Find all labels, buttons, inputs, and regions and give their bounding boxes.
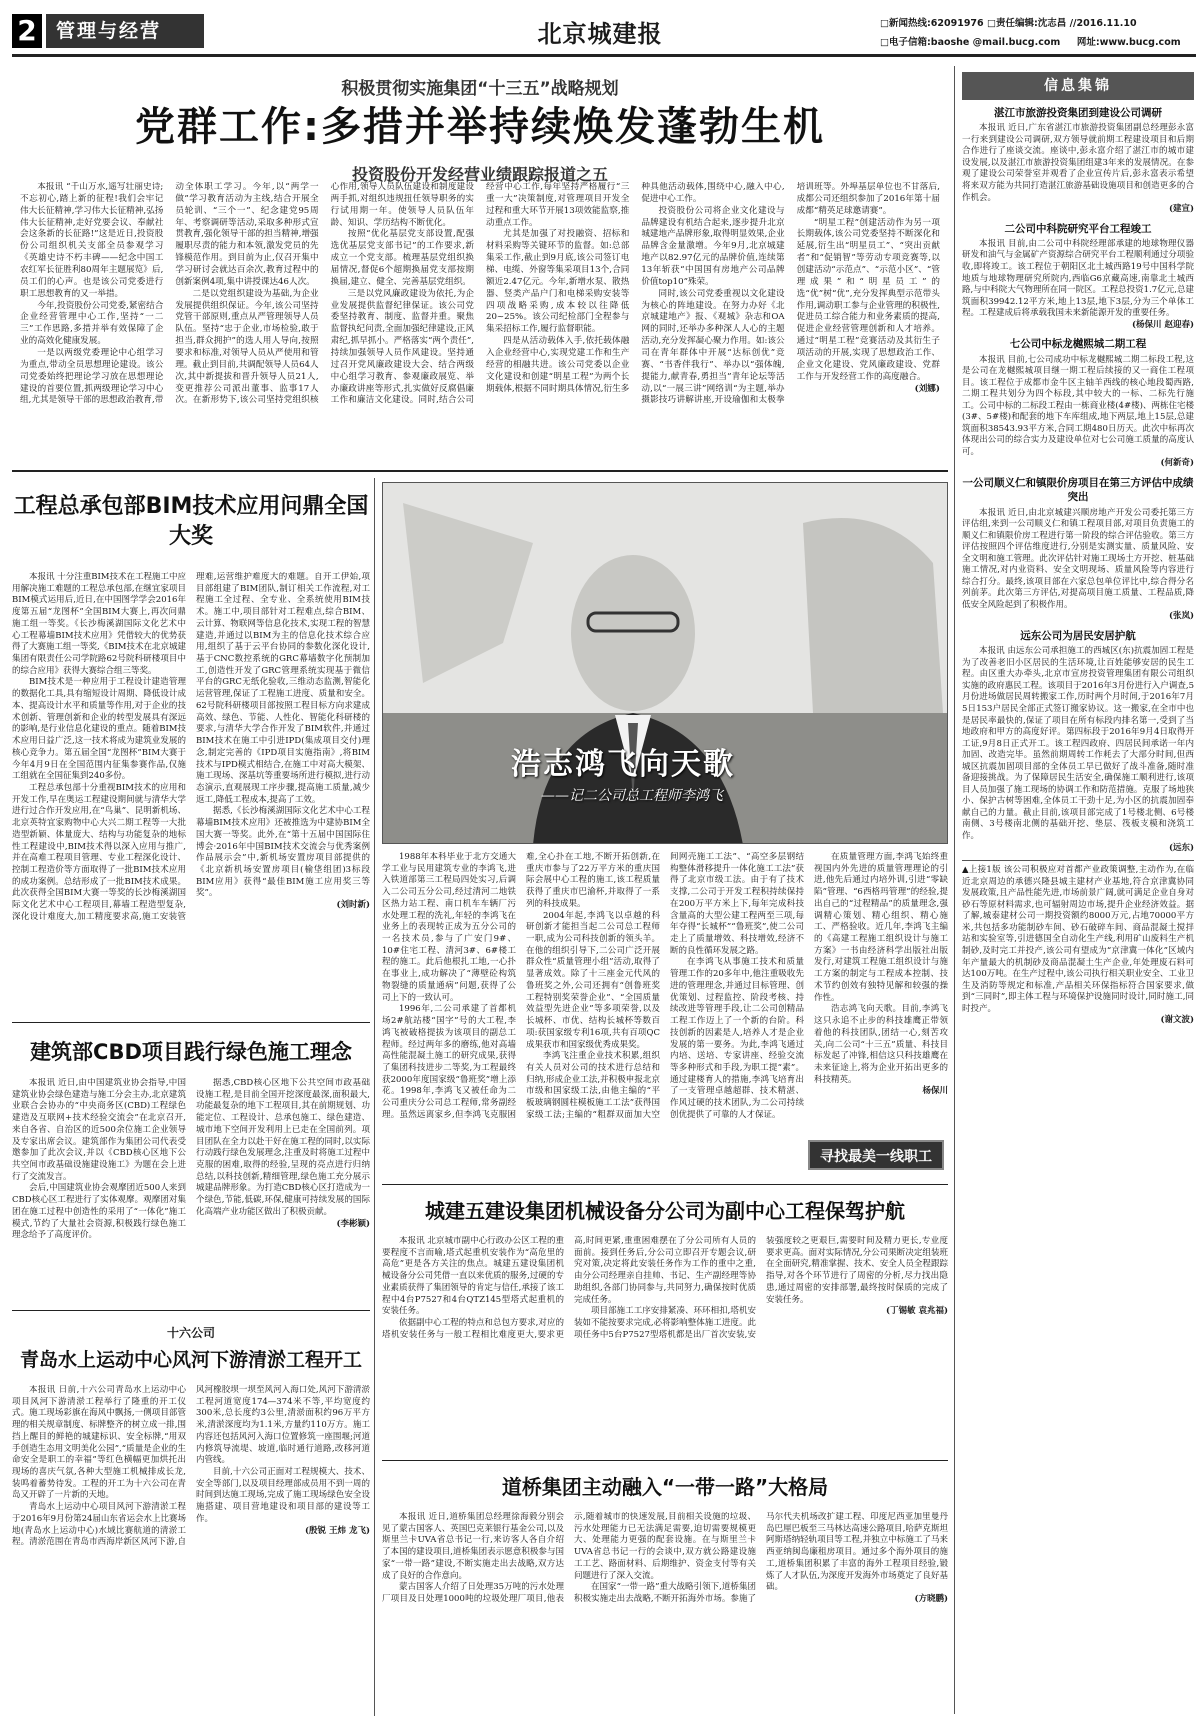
info-item-byline: (远东) [1168,842,1194,853]
feature-paragraph: 2004年起,李鸿飞以卓越的科研创新才能担当起二公司总工程师一职,成为公司科技创新的领头羊。在他的组织引导下,二公司广泛开展群众性“质量管理小组”活动,取得了显著成效。除了十三座金元代风的鲁班奖之外,公司还拥有“创鲁班奖工程特别奖荣誉企业”、“全国质量效益型先进企业”等多项荣誉,以及长城杯、市优、结构长城杯等数百项:获国家级专利16项,共有百项QC成果获市和国家级优秀成果奖。 [526,910,660,1050]
bim-paragraph: 本报讯 十分注重BIM技术在工程施工中应用解决施工难题的工程总承包部,在继宜家项目BIM模式运用后,近日,在中国图学学会2016年度第五届“龙图杯”全国BIM大赛上,再次问鼎施工组一等奖。《长沙梅溪湖国际文化艺术中心工程幕墙BIM技术应用》凭借较大的优势获得了大赛施工组一等奖,《BIM技术在北京城建集团有限责任公司学院路62号院科研楼项目中的综合应用》获得大赛综合组三等奖。 [12,572,187,676]
feature-paragraph: 在质量管理方面,李鸿飞始终重视国内外先进的质量管理理论的引进,他先后通过内培外训,引进“零缺陷”管理、“6西格玛管理”的经验,提出自己的“过程精品”的质量理念,强调精心策划、精心组织、精心施工、严格验收。近几年,李鸿飞主编的《高建工程施工组织设计与施工方案》一书由经济科学出版社出版发行,对建筑工程施工组织设计与施工方案的制定与工程成本控制、技术节约创效有独特见解和较强的操作性。 [814,852,948,1003]
bim-bottom-rule [12,1022,370,1023]
info-column-divider [954,66,955,1714]
info-item [962,629,1194,854]
bim-byline: (刘时新) [336,900,370,911]
info-item-text: 本报讯 目前,由二公司中科院经理部承建的地球物理仪器研发和油气与金属矿产资源综合研究平台工程顺利通过分项验收,即将竣工。该工程位于朝阳区北土城西路19号中国科学院地质与地球物理研究所院内,西临G6京藏高速,南靠北土城西路,与中科院大气物理所在同一院区。工程总投资1.7亿元,总建筑面积39942.12平方米,地上13层,地下3层,分为三个单体工程。工程建成后将承载我国未来新能源开发的重要任务。 [962,238,1194,319]
machinery-paragraph: 依据副中心工程的特点和总包方要求,对应的塔机安装任务与一般工程相比难度更大,要求更高,时间更紧,重重困难摆在了分公司所有人员的面前。接到任务后,分公司立即召开专题会议,研究对策,决定将此安装任务作为工作的重中之重,由分公司经理亲自挂帅、书记、生产副经理等协助组织,各部门协同参与,共同努力,确保按时优质完成任务。 [382,1236,756,1340]
info-item-text: 本报讯 近日,由北京城建兴顺房地产开发公司委托第三方评估组,来到一公司顺义仁和镇工程项目部,对项目负责施工的顺义仁和镇限价房工程进行第一阶段的综合评估验收。第三方评估按照四个评估维度进行,分别是实测实量、质量风险、安全文明和施工管理。此次评估针对施工现场土方开挖、桩基础施工情况,对内业资料、安全文明现场、质量风险等内容进行综合打分。最终,该项目部在六家总包单位评比中,综合得分名列前茅。此次第三方评估,对提高项目施工质量、工程品质,降低安全风险起到了积极作用。 [962,507,1194,610]
info-item-byline: (谢文波) [1160,1015,1194,1026]
road-story [382,1462,948,1716]
bim-paragraph: 工程总承包部十分重视BIM技术的应用和开发工作,早在奥运工程建设期间就与清华大学进行过合作开发应用,在“鸟巢”、昆明新机场、北京英特宜家购物中心大兴二期工程等一大批造型新颖、体量庞大、结构与功能复杂的地标性工程建设中,BIM技术得以深入应用与推广,并在高难工程项目管理、专业工程深化设计、控制工程造价等方面取得了一批BIM技术应用的成功案例。总结形成了一批BIM技术成果。此次获得全国BIM大赛一等奖的长沙梅溪湖国际文化艺术中心工程项目,幕墙工程造型复杂,深化设计难度大,加工精度要求高,施工安装管理难,运营维护难度大的难题。自开工伊始,项目部组建了BIM团队,制订相关工作流程,对工程施工全过程、全专业、全系统使用BIM技术。施工中,项目部针对工程难点,综合BIM、云计算、物联网等信息化技术,实现工程的智慧建造,并通过以BIM为主的信息化技术综合应用,组织了基于云平台协同的参数化深化设计,基于CNC数控系统的GRC幕墙数字化预制加工,创造性开发了GRC管理系统实现基于微信平台的GRC无纸化验收,三维动态监测,智能化运营管理,保证了工程施工进度、质量和安全。62号院科研楼项目部按照工程目标方向求建成高效、绿色、节能、人性化、智能化科研楼的要求,与清华大学合作开发了BIM软件,并通过BIM技术在施工中引进IPD(集成项目交付)理念,制定完善的《IPD项目实施指南》,将BIM技术与IPD模式相结合,在施工中对高大模架、施工现场、深基坑等重要场所进行模拟,进行动态演示,直观展现工序步骤,提高施工质量,减少返工,降低工程成本,提高了工效。 [12,572,370,922]
cbd-paragraph: 据悉,CBD核心区地下公共空间市政基础设施工程,是目前全国开挖深度最深,面积最大,功能最复杂的地下工程项目,其在前期规划、功能定位、工程设计、总承包施工、绿色建造、城市地下空间开发利用上已走在全国前列。项目团队在全力以赴干好在施工程的同时,以实际行动践行绿色发展理念,注重及时将施工过程中克服的困难,取得的经验,呈现的亮点进行归纳总结,以科技创新,精细管理,绿色施工充分展示城建品牌形象。为打造CBD核心区打造成为一个绿色,节能,低碳,环保,健康可持续发展的国际化高端产业功能区做出了积极贡献。 [196,1078,370,1217]
news-hotline: □新闻热线:62091976 [880,18,984,29]
info-item-text: 本报讯 近日,广东省湛江市旅游投资集团副总经理彭永富一行来到建设公司调研,双方领导就前期工程建设项目和后期合作进行了座谈交流。座谈中,彭永富介绍了湛江市的城市建设发展,以及湛江市旅游投资集团组建3年来的发展情况。在参观了建设公司荣誉室并观看了企业宣传片后,彭永富表示希望将来双方能为共同打造湛江旅游基础设施项目和创造更多的合作机会。 [962,123,1194,203]
left-column-divider [374,478,375,1716]
info-item-text: ▲上接1版 该公司积极应对首都产业政策调整,主动作为,在临近北京周边的承德兴隆县城主建材产业基地,符合京津冀协同发展政策,且产品性能先进,市场前景广阔,就可满足企业自身对砂石等原材料需求,也可辐射周边市场,提升企业经济效益。据了解,城泰建材公司一期投资额约8000万元,占地70000平方米,共包括多功能制砂车间、砂石破碎车间、商品混凝土搅拌站和实验室等,引进德国全自动化生产线,利用矿山废料生产机制砂,及时完工并投产,该公司有望成为“京津冀一体化”区域内年产量最大的机制砂及商品混凝土生产企业,年处理废石料可达100万吨。在生产过程中,该公司执行相关职业安全、工业卫生及消防等规定和标准,产品相关环保指标符合国家要求,做到“三同时”,即主体工程与环境保护设施同时设计,同时施工,同时投产。 [962,865,1194,1014]
info-item-text: 本报讯 由远东公司承担施工的西城区(东)抗震加固工程是为了改善老旧小区居民的生活环境,让百姓能够安居的民生工程。由区重大办牵头,北京市宣房投资管理集团有限公司组织实施的政府惠民工程。该项目于2016年3月份进行入户调查,5月份进场做居民周转搬家工作,历时两个月时间,于2016年7月5日153户居民全部正式签订搬家协议。这一搬家,在全市中也是居民率最快的,保证了项目在所有标段内排名第一,受到了当地政府和甲方的高度好评。第四标段于2016年9月4日取得开工证,9月8日正式开工。该工程四政府、四居民间承诺一年内加固、改造完毕。虽然前期周转工作耗去了大部分时间,但西城区抗震加固项目部的全体员工早已做好了战斗准备,随时准备迎接挑战。为了保障居民生活安全,确保施工顺利进行,该项目人员加强了施工现场的协调工作和防范措施。克服了场地狭小、保护古树等困难,全体员工干劲十足,为小区的抗震加固奉献自己的力量。截止目前,该项目部完成了1号楼北侧、6号楼南侧、3号楼南北侧的基础开挖、垫层、筏板支模和浇筑工作。 [962,646,1194,842]
feature-bottom-rule [382,1184,948,1185]
info-item-title: 远东公司为居民安居护航 [1020,630,1136,643]
info-item-title: 湛江市旅游投资集团到建设公司调研 [994,107,1162,119]
lead-bottom-rule [12,470,948,472]
feature-body [382,852,948,1178]
machinery-paragraph: 项目部施工工序安排紧凑、环环相扣,塔机安装如不能按要求完成,必将影响整体施工进度。此项任务中5台P7527型塔机都是出厂首次安装,安装强度较之更艰巨,需要时间及精力更长,专业度要求更高。面对实际情况,分公司果断决定组装班在全面研究,精准掌握、技术、安全人员全程跟踪指导,对各个环节进行了周密的分析,尽力找出隐患,通过周密的安排部署,最终按时保质的完成了安装任务。 [574,1236,948,1340]
qingdao-paragraph: 本报讯 日前,十六公司青岛水上运动中心项目风河下游清淤工程举行了隆重的开工仪式。施工现场彩旗在海风中飘扬,一侧项目部管理的相关规章制度、标牌整齐的树立成一排,围挡上醒目的鲜艳的城建标识、安全标牌,“用双手创造生态用文明美化公园”,“质量是企业的生命安全是职工的幸福”等红色横幅更加烘托出现场的喜庆气氛,各种大型施工机械排成长龙,装鸣着蓄势待发。工程的开工为十六公司在青岛又开辟了一片新的天地。 [12,1385,186,1501]
info-item-byline: (杨保川 赵迎春) [1131,319,1194,330]
road-paragraph: 在国家“一带一路”重大战略引领下,道桥集团积极实施走出去战略,不断开拓海外市场。参施了马尔代夫机场改扩建工程、印度尼西亚加里曼丹岛巴厘巴板至三马林达高速公路项目,哈萨克斯坦阿斯塔纳轻轨项目等工程,并独立中标施工了马来西亚纳闽岛廉租房项目。通过多个海外项目的施工,道桥集团积累了丰富的海外工程项目经验,锻炼了人才队伍,为深度开发海外市场奠定了良好基础。 [574,1512,948,1605]
road-paragraph: 蒙古国客人介绍了日处理35万吨的污水处理厂项目及日处理1000吨的垃圾处理厂项目,他表示,随着城市的快速发展,目前相关设施的垃圾、污水处理能力已无法满足需要,迫切需要规模更大、处理能力更强的配套设施。在与斯里兰卡UVA省总书记一行的会谈中,双方就公路建设施工工艺、路面材料、后期维护、资金支付等有关问题进行了深入交流。 [382,1512,756,1605]
cbd-body [12,1078,370,1298]
machinery-story [382,1186,948,1456]
info-item-byline: (何新奇) [1160,458,1194,469]
lead-paragraph: 投资股份公司将企业文化建设与品牌建设有机结合起来,逐步提升北京城建地产品牌形象,取得明显效果,企业品牌含金量激增。今年9月,北京城建地产以82.97亿元的品牌价值,连续第13年斩获“中国国有房地产公司品牌价值top10”殊荣。 [641,205,785,287]
feature-paragraph: 李鸿飞注重企业技术积累,组织有关人员对公司的技术进行总结和归纳,形成企业工法,并积极申报北京市级和国家级工法,由他主编的“平板玻璃钢圆柱模板施工工法”获得国家级工法;主编的“粗群双面加大空间网壳施工工法”、“高空多层钢结构整体滑移提升一体化施工工法”获得了北京市级工法。由于有了技术支撑,二公司于开发工程积持续保持在200万平方米上下,每年完成科技含量高的大型公建工程两至三项,每年夺得“长城杯”“鲁班奖”,使二公司走上了质量增效、科技增效,经济不断的良性循环发展之路。 [526,852,804,1120]
road-byline: (方晓鹏) [914,1594,948,1605]
bim-title: 工程总承包部BIM技术应用问鼎全国大奖 [13,494,369,549]
lead-paragraph: 本报讯 “千山万水,遥写壮丽史诗;不忘初心,踏上新的征程!我们会牢记伟大长征精神,学习伟大长征精神,弘扬伟大长征精神,走好党要会议、奉献社会这条新的长征路!”这是近日,投资股份公司组织机关支部全员参观学习《英雄史诗不朽丰碑——纪念中国工农红军长征胜利80周年主题展览》后,员工们的心声。也是该公司党委进行职工思想教育的又一举措。 [20,182,164,299]
road-body [382,1512,948,1708]
info-item-text: 本报讯 目前,七公司成功中标龙樾熙城二期二标段工程,这是公司在龙樾熙城项目继一期工程后续接的又一商住工程项目。该工程位于成都市金牛区主轴羊西线的核心地段蜀西路,二期工程共划分为四个标段,其中较大的一标、二标先行施工。公司中标的二标段工程由一栋商业楼(4#楼)、两栋住宅楼(3#、5#楼)和配套的地下车库组成,地下两层,地上15层,总建筑面积38543.93平方米,合同工期480日历天。此次中标再次体现出公司的综合实力及建设单位对七公司施工质量的高度认可。 [962,354,1194,457]
lead-paragraph: 三是以党风廉政建设为依托,为企业发展提供监督纪律保证。该公司党委坚持教育、制度、监督并重。聚焦监督执纪问责,全面加强纪律建设,正风肃纪,抓早抓小。严格落实“两个责任”,持续加强领导人员作风建设。坚持通过召开党风廉政建设大会、结合两级中心组学习教育、参观廉政展览、举办廉政讲座等形式,扎实做好反腐倡廉工作和廉洁文化建设。同时,结合公司经营中心工作,每年坚持严格履行“三重一大”决策制度,对管理项目开发全过程和重大环节开展13项效能监察,推动重点工作。 [330,182,630,406]
masthead-rule [12,54,1196,57]
lead-subtitle: 投资股份开发经营业绩跟踪报道之五 [351,165,608,184]
cbd-byline: (李彬颖) [336,1218,370,1229]
feature-paragraph: 在李鸿飞从事施工技术和质量管理工作的20多年中,他注重吸收先进的管理理念,并通过目标管理、创优策划、过程监控、阶段考核、持续改进等管理手段,让二公司创精品工程工作迈上了一个新的台阶。科技创新的因素是人,培养人才是企业发展的第一要务。为此,李鸿飞通过内培、送培、专家讲座、经验交流等多种形式和手段,为职工提“素”。通过建楼育人的措施,李鸿飞培育出了一支管理卓越超群、技术精湛、作风过硬的技术团队,为二公司持续创优提供了可靠的人才保证。 [670,957,804,1120]
photo-caption-sub: ——记二公司总工程师李鸿飞 [541,788,723,804]
info-items [962,106,1194,1027]
masthead-info [880,14,1196,52]
cbd-story [12,1026,370,1306]
info-item [962,337,1194,470]
email: □电子信箱:baoshe @mail.bucg.com [880,37,1061,48]
issue-date: //2016.11.10 [1069,18,1137,29]
info-item [962,106,1194,216]
qingdao-byline: (殷锐 王炜 龙飞) [305,1525,370,1536]
info-column-header: 信息集锦 [962,72,1194,100]
cbd-bottom-rule [12,1310,370,1311]
info-item [962,222,1194,332]
qingdao-paragraph: 目前,十六公司正面对工程规模大、技术、安全等部门,以及项目经理部成员用不到一周的时间到达施工现场,完成了施工现场绿色安全设施搭建、项目营地建设和项目部的建设等工作。 [196,1467,370,1524]
info-item [962,476,1194,623]
feature-badge: 寻找最美一线职工 [808,1140,944,1170]
road-title: 道桥集团主动融入“一带一路”大格局 [501,1475,829,1499]
lead-paragraph: 同时,该公司党委重视以文化建设为核心的阵地建设。在努力办好《北京城建地产》报、《观城》杂志和OA网的同时,还举办多种深人人心的主题活动,充分发挥凝心聚力作用。如:该公司在青年群体中开展“达标创优”竞赛、“书香伴我行”、举办以“强体魄,提能力,献青春,勇担当”青年论坛等活动,以“一展三讲”网络训“为主题,举办摄影技巧讲解讲座,开设瑜伽和太极拳培训班等。外埠基层单位也不甘落后,成都公司还组织参加了2016年第十届成都“精英足球邀请赛”。 [641,182,940,406]
bim-paragraph: 据悉,《长沙梅溪湖国际文化艺术中心工程幕墙BIM技术应用》还被推选为中建协BIM全国大赛一等奖。此外,在“第十五届中国国际住博会·2016年中国BIM技术交流会与优秀案例作品展示会”中,新机场安置房项目部提供的《北京新机场安置房项目(榆垡组团)3标段BIM应用》获得“最佳BIM施工应用奖三等奖”。 [196,806,370,899]
info-item-title: 七公司中标龙樾熙城二期工程 [1009,338,1147,351]
feature-paragraph: 1988年本科毕业于北方交通大学工业与民用建筑专业的李鸿飞,进入铁道部第三工程局四处实习,后调入二公司五分公司,经过清河二地铁区热力站工程、南口机车车辆厂污水处理工程的洗礼,年轻的李鸿飞在业务上的表现转正成为五分公司的一名技术员,参与了广安门9#、10#住宅工程、清河3#、6#楼工程的施工。此后他根扎工地,一心扑在事业上,成功解决了“薄壁砼构筑物裂缝的质量通病”问题,获得了公司上下的一致认可。 [382,852,516,1003]
lead-paragraph: 二是以党组织建设为基础,为企业发展提供组织保证。今年,该公司坚持党管干部原则,重点从严管理领导人员队伍。坚持“忠于企业,市场检验,敢于担当,群众拥护”的选人用人导向,按照要求和标准,对领导人员从严使用和管理。截止到目前,共调配领导人员64人次,其中新提拔和晋升领导人员21人,变更推荐公司派出董事、监事17人次。在新形势下,该公司坚持党组织核心作用,领导人员队伍建设和制度建设两手抓,对组织违规扭任领导职务的实行试用期一年。使领导人员队伍年龄、知识、学历结构不断优化。 [175,182,474,406]
machinery-bottom-rule [382,1460,948,1461]
bim-body [12,572,370,1018]
machinery-byline: (丁锡敏 袁兆福) [885,1306,948,1317]
lead-story-body [20,182,940,462]
masthead [0,0,1200,66]
info-item-byline: (建宣) [1168,204,1194,215]
lead-paragraph: 一是以两级党委理论中心组学习为重点,带动全员思想理论建设。该公司党委始终把理论学习放在思想理论建设的首要位置,抓两级理论学习中心组,尤其是领导干部的思想政治教育,带动全体职工学习。今年,以“两学一做”学习教育活动为主线,结合开展全员轮训、“三个一”、纪念建党95周年、考察调研等活动,采取多种形式宣贯教育,强化领导干部的担当精神,增强履职尽责的能力和本领,激发党员的先锋模范作用。到目前为止,仅召开集中学习研讨会就达百余次,教育过程中的创新案例4项,集中讲授课达46人次。 [20,182,319,406]
feature-photo [382,482,948,844]
paper-name: 北京城建报 [537,19,663,48]
info-column [962,66,1194,1714]
qingdao-story [12,1314,370,1716]
cbd-paragraph: 会后,中国建筑业协会观摩团近500人来到CBD核心区工程进行了实体观摩。观摩团对集团在施工过程中创造性的采用了“一体化”施工模式,节约了大量社会资源,积极践行绿色施工理念给予了高度评价。 [12,1183,186,1241]
bim-paragraph: BIM技术是一种应用于工程设计建造管理的数据化工具,具有缩短设计周期、降低设计成本、提高设计水平和质量等作用,对于企业的技术创新、管理创新和企业的转型发展具有深远的影响,是行业信息化建设的重点。随着BIM技术应用日益广泛,这一技术将成为建筑业发展的核心竞争力。第五届全国“龙图杯”BIM大赛于今年4月9日在全国范围内征集参赛作品,仅施工组就在全国征集到240多份。 [12,677,187,782]
qingdao-kicker: 十六公司 [166,1326,215,1340]
info-item-byline: (张岚) [1168,611,1194,622]
lead-kicker: 积极贯彻实施集团“十三五”战略规划 [341,79,619,99]
bim-story [12,478,370,1018]
lead-title: 党群工作:多措并举持续焕发蓬勃生机 [135,104,825,150]
cbd-paragraph: 本报讯 近日,由中国建筑业协会指导,中国建筑业协会绿色建造与施工分会主办,北京建筑业联合会协办的“中央商务区(CBD)工程绿色建造及互联网+技术经验交流会”在北京召开,来自各省、自治区的近500余位施工企业领导及专家出席会议。建筑部作为集团公司代表受邀参加了此次会议,并以《CBD核心区地下公共空间市政基础设施建设施工》为题在会上进行了交流发言。 [12,1078,186,1182]
info-item [962,860,1194,1027]
info-item-title: 二公司中科院研究平台工程竣工 [1004,222,1152,235]
photo-caption-title: 浩志鸿飞向天歌 [511,747,735,782]
lead-paragraph: 今年,投资股份公司党委,紧密结合企业经营管理中心工作,坚持“一二三”工作思路,多措并举有效保障了企业的高效化健康发展。 [20,300,164,347]
cbd-title: 建筑部CBD项目践行绿色施工理念 [30,1040,352,1064]
machinery-paragraph: 本报讯 北京城市副中心行政办公区工程的重要程度不言而喻,塔式起重机安装作为“高危里的高危”更是各方关注的焦点。城建五建设集团机械设备分公司凭借一直以来优质的服务,过硬的专业素质获得了集团领导的肯定与信任,承接了该工程中4台P7527和4台QTZ145型塔式起重机的安装任务。 [382,1236,564,1317]
lead-paragraph: 按照“优化基层党支部设置,配强选优基层党支部书记”的工作要求,新成立一个党支部。梳理基层党组织换届情况,督促6个超期换届党支部按期换届,建立、健全、完善基层党组织。 [330,229,474,287]
feature-byline: 杨保川 [922,1086,948,1097]
lead-paragraph: “明星工程”创建活动作为另一项长期载体,该公司党委坚持不断深化和延展,衍生出“明星员工”、“突出贡献者”和“促销智”等劳动专项竞赛等,以创建活动“示范点”、“示范小区”、“管理成果”和“明星员工”的选“优”树“优”,充分发挥典型示范带头作用,调动职工参与企业管理的积极性,促进员工综合能力和业务素质的提高,促进企业经营管理创新和人才培养。通过“明星工程”竞赛活动及其衍生子项活动的开展,实现了思想政治工作、企业文化建设、党风廉政建设、党群工作与开发经营工作的高度融合。 [796,217,940,382]
editor: □责任编辑:沈志昌 [986,18,1067,29]
feature-paragraph: 1996年,二公司承建了首都机场2#航站楼“国字”号的大工程,李鸿飞被破格提拔为该项目的副总工程师。经过两年多的磨练,他对高墙高性能混凝土施工的研究成果,获得了集团科技进步二等奖,为工程最终获2000年度国家级“鲁班奖”增上添花。1998年,李鸿飞又被任命为二公司重庆分公司总工程师,常务副经理。虽然远离家乡,但李鸿飞克服困难,全心扑在工地,不断开拓创新,在重庆市参与了22万平方米的重庆国际会展中心工程的施工,该工程质量获得了重庆市巴渝杯,并取得了一系列的科技成果。 [382,852,660,1120]
lead-byline: (刘娜) [914,383,940,394]
lead-paragraph: 尤其是加强了对投融资、招标和材料采购等关键环节的监督。如:总部集采工作,截止到9月底,该公司签订电梯、电缆、外窗等集采项目13个,合同额近2.47亿元。今年,新增水泵、散热器、竖类产品户门和电梯采购安装等四项战略采购,成本较以往降低20~25%。该公司纪检部门全程参与集采招标工作,履行监督职能。 [485,229,630,335]
info-item-title: 一公司顺义仁和镇限价房项目在第三方评估中成绩突出 [962,477,1194,504]
qingdao-title: 青岛水上运动中心风河下游清淤工程开工 [19,1349,362,1371]
machinery-title: 城建五建设集团机械设备分公司为副中心工程保驾护航 [425,1199,905,1223]
qingdao-paragraph: 青岛水上运动中心项目风河下游清淤工程于2016年9月份第24届山东省运会水上比赛场地(青岛水上运动中心)水域比赛航道的清淤工程。清淤范围在青岛市西海岸新区风河下游,自风河橡胶坝一坝至风河入海口处,风河下游清淤工程河道宽度174—374米不等,平均宽度约300米,总长度约3公里,清淤面积约96万平方米,清淤深度均为1.1米,方量约110万方。施工内容还包括风河入海口位置修筑一座围堰;河道内修筑导流堤、坡道,临时通行道路,改移河道内管线。 [12,1385,370,1548]
lead-paragraph: 四是从活动载体入手,依托载体融入企业经营中心,实现党建工作和生产经营的相融共进。该公司党委以企业文化建设和创建“明星工程”为两个长期载体,根据不同时期具体情况,衍生多种具他活动载体,围绕中心,融入中心,促进中心工作。 [485,182,785,394]
feature-paragraph: 浩志鸿飞向天歌。目前,李鸿飞这只永追不止步的科技雄鹰正带领着他的科技团队,团结一心,刻苦攻关,向二公司“十三五”质量、科技目标发起了冲锋,相信这只科技雄鹰在未来征途上,将为企业开拓出更多的科技精英。 [814,1004,948,1085]
page-number-badge: 2 [12,14,42,48]
qingdao-body [12,1385,370,1715]
machinery-body [382,1236,948,1446]
section-name: 管理与经营 [46,14,204,48]
road-paragraph: 本报讯 近日,道桥集团总经理徐海毅分别会见了蒙古国客人、英国巴克莱银行基金公司,以及斯里兰卡UVA省总书记一行,来访客人各自介绍了本国的建设项目,道桥集团表示愿意积极参与国家“一带一路”建设,不断实施走出去战略,双方达成了良好的合作意向。 [382,1512,564,1581]
website: 网址:www.bucg.com [1076,37,1181,48]
